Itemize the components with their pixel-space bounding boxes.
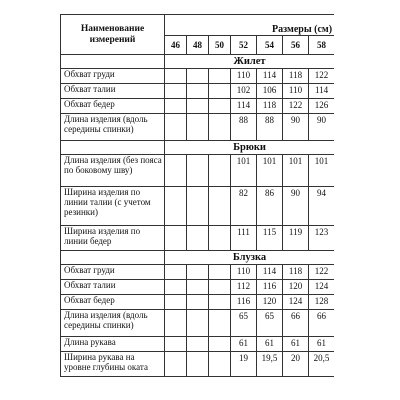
measurement-value [209, 352, 231, 377]
measurement-value: 90 [283, 114, 309, 141]
measurement-value [187, 69, 209, 84]
table-row [61, 155, 335, 187]
measurement-value [187, 187, 209, 226]
table-row [61, 114, 335, 141]
measurement-value: 94 [309, 187, 335, 226]
measurement-value: 86 [257, 187, 283, 226]
measurement-value [165, 265, 187, 280]
measurement-value [165, 295, 187, 310]
measurement-value: 61 [231, 337, 257, 352]
measurement-value: 90 [309, 114, 335, 141]
table-row [61, 69, 335, 84]
measurement-value: 114 [257, 69, 283, 84]
measurement-value: 82 [231, 187, 257, 226]
section-row [61, 251, 335, 265]
measurement-label: Обхват бедер [61, 99, 165, 114]
measurement-value: 101 [231, 155, 257, 187]
measurement-value: 88 [257, 114, 283, 141]
size-54: 54 [257, 36, 283, 55]
measurement-value: 119 [283, 226, 309, 251]
measurement-value [187, 337, 209, 352]
table-row [61, 310, 335, 337]
size-table [60, 14, 334, 377]
measurement-label: Обхват талии [61, 280, 165, 295]
measurement-value: 114 [309, 84, 335, 99]
measurement-value: 122 [309, 265, 335, 280]
size-50: 50 [209, 36, 231, 55]
measurement-value [209, 99, 231, 114]
measurement-value [165, 187, 187, 226]
measurement-value [209, 310, 231, 337]
measurement-value [209, 226, 231, 251]
measurement-value: 20 [283, 352, 309, 377]
measurement-label: Ширина рукава на уровне глубины оката [61, 352, 165, 377]
measurement-value [165, 69, 187, 84]
table-row [61, 99, 335, 114]
section-title: Блузка [165, 251, 335, 265]
measurement-value [165, 310, 187, 337]
section-title: Жилет [165, 55, 335, 69]
header-row-title [61, 15, 335, 36]
measurement-value: 114 [231, 99, 257, 114]
measurement-value: 61 [309, 337, 335, 352]
measurement-value: 66 [309, 310, 335, 337]
measurement-value: 110 [231, 69, 257, 84]
measurement-value [209, 265, 231, 280]
measurement-value: 112 [231, 280, 257, 295]
measurement-value: 116 [231, 295, 257, 310]
measurement-value [187, 226, 209, 251]
measurement-value: 90 [283, 187, 309, 226]
measurement-value: 116 [257, 280, 283, 295]
measurement-name-header: Наименование измерений [61, 15, 165, 55]
measurement-label: Длина изделия (вдоль середины спинки) [61, 310, 165, 337]
size-48: 48 [187, 36, 209, 55]
section-title: Брюки [165, 141, 335, 155]
measurement-value [187, 280, 209, 295]
measurement-value: 19 [231, 352, 257, 377]
measurement-value: 118 [283, 265, 309, 280]
measurement-value: 115 [257, 226, 283, 251]
measurement-value: 106 [257, 84, 283, 99]
measurement-value [187, 265, 209, 280]
measurement-value [209, 114, 231, 141]
sizes-title: Размеры (см) [165, 15, 335, 36]
measurement-value: 102 [231, 84, 257, 99]
measurement-label: Ширина изделия по линии бедер [61, 226, 165, 251]
measurement-label: Длина изделия (вдоль середины спинки) [61, 114, 165, 141]
measurement-value [165, 337, 187, 352]
measurement-value: 101 [257, 155, 283, 187]
measurement-value: 61 [257, 337, 283, 352]
measurement-value [187, 310, 209, 337]
section-row [61, 141, 335, 155]
measurement-value: 66 [283, 310, 309, 337]
measurement-value [209, 187, 231, 226]
measurement-value [165, 114, 187, 141]
measurement-value: 20,5 [309, 352, 335, 377]
measurement-label: Обхват груди [61, 69, 165, 84]
table-row [61, 295, 335, 310]
measurement-value: 114 [257, 265, 283, 280]
measurement-value: 65 [231, 310, 257, 337]
measurement-value: 111 [231, 226, 257, 251]
measurement-label: Обхват талии [61, 84, 165, 99]
measurement-value [187, 155, 209, 187]
measurement-value: 110 [231, 265, 257, 280]
size-52: 52 [231, 36, 257, 55]
measurement-value [209, 84, 231, 99]
measurement-value: 120 [283, 280, 309, 295]
measurement-label: Обхват бедер [61, 295, 165, 310]
measurement-value: 122 [309, 69, 335, 84]
measurement-value: 126 [309, 99, 335, 114]
measurement-value: 120 [257, 295, 283, 310]
measurement-value: 123 [309, 226, 335, 251]
table-row [61, 352, 335, 377]
size-chart [60, 14, 334, 385]
measurement-value: 101 [283, 155, 309, 187]
measurement-value [187, 99, 209, 114]
measurement-value [209, 69, 231, 84]
section-blank-cell [61, 141, 165, 155]
measurement-value: 128 [309, 295, 335, 310]
section-blank-cell [61, 251, 165, 265]
measurement-value: 118 [283, 69, 309, 84]
table-row [61, 337, 335, 352]
section-row [61, 55, 335, 69]
size-46: 46 [165, 36, 187, 55]
measurement-value [209, 280, 231, 295]
measurement-value [209, 155, 231, 187]
size-58: 58 [309, 36, 335, 55]
measurement-label: Длина изделия (без пояса по боковому шву) [61, 155, 165, 187]
measurement-value [187, 114, 209, 141]
measurement-value: 101 [309, 155, 335, 187]
measurement-value [165, 352, 187, 377]
table-row [61, 84, 335, 99]
table-row [61, 226, 335, 251]
measurement-value [165, 226, 187, 251]
measurement-value: 88 [231, 114, 257, 141]
measurement-value: 124 [283, 295, 309, 310]
table-row [61, 187, 335, 226]
measurement-value [187, 295, 209, 310]
measurement-label: Ширина изделия по линии талии (с учетом резинки) [61, 187, 165, 226]
measurement-value: 65 [257, 310, 283, 337]
measurement-value [187, 352, 209, 377]
measurement-value: 124 [309, 280, 335, 295]
size-56: 56 [283, 36, 309, 55]
measurement-value [165, 155, 187, 187]
measurement-label: Обхват груди [61, 265, 165, 280]
measurement-value [209, 295, 231, 310]
measurement-value: 118 [257, 99, 283, 114]
measurement-value [165, 99, 187, 114]
table-row [61, 280, 335, 295]
measurement-label: Длина рукава [61, 337, 165, 352]
table-row [61, 265, 335, 280]
measurement-value: 61 [283, 337, 309, 352]
section-blank-cell [61, 55, 165, 69]
measurement-value [165, 84, 187, 99]
measurement-value [209, 337, 231, 352]
measurement-value: 122 [283, 99, 309, 114]
measurement-value: 19,5 [257, 352, 283, 377]
measurement-value [165, 280, 187, 295]
measurement-value [187, 84, 209, 99]
measurement-value: 110 [283, 84, 309, 99]
